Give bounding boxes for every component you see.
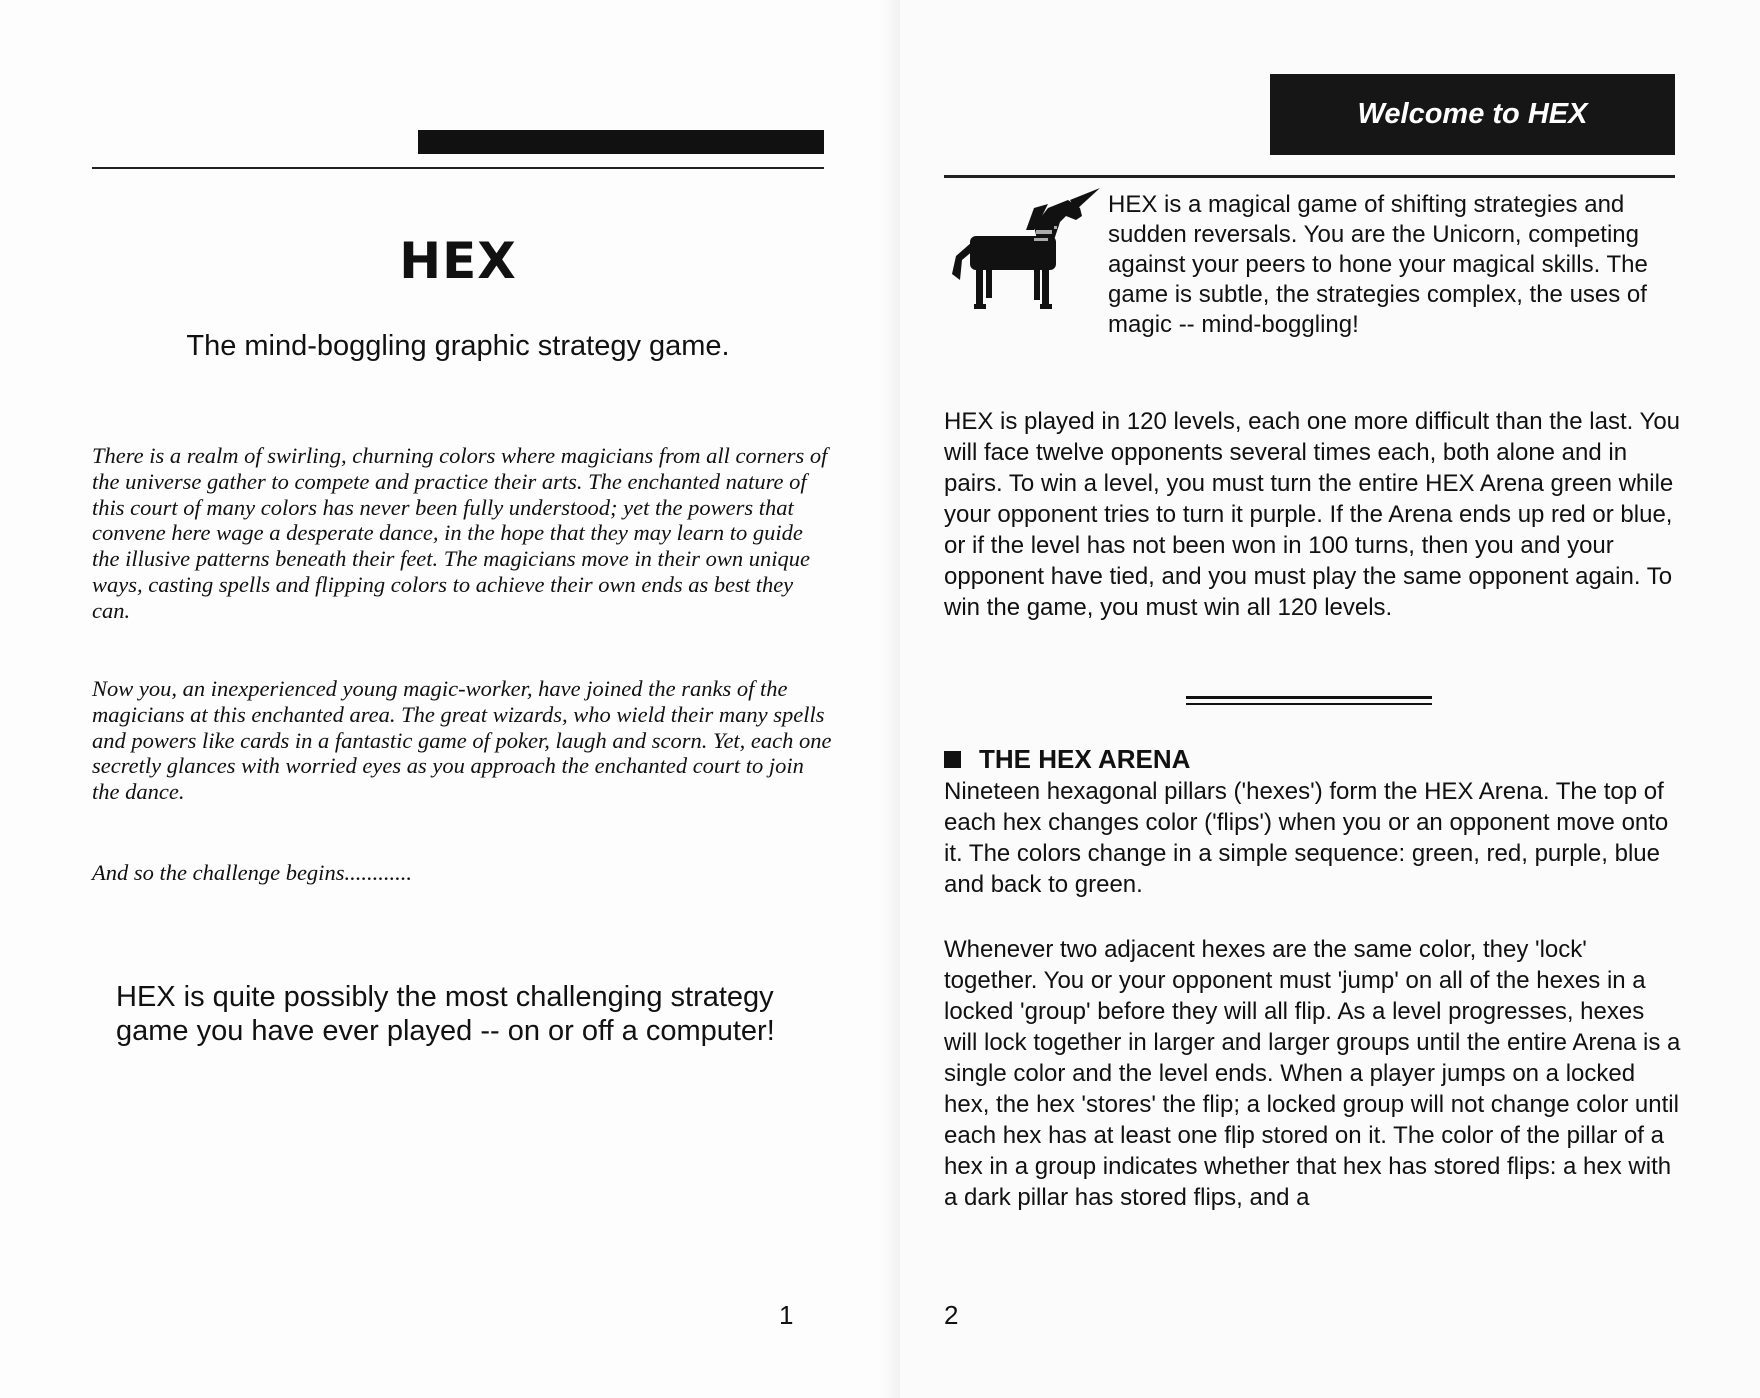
right-page — [900, 0, 1760, 1398]
lock-paragraph: Whenever two adjacent hexes are the same color, they 'lock' together. You or your opponent must 'jump' on all of the hexes in a locked 'group' before they will all flip. As a level progresses, hexes will lock together in larger and larger groups until the entire Arena is a single color and the level ends. When a player jumps on a locked hex, the hex 'stores' the flip; a locked group will not change color until each hex has at least one flip stored on it. The color of the pillar of a hex in a group indicates whether that hex has stored flips: a hex with a dark pillar has stored flips, and a — [944, 936, 1681, 1211]
game-title: HEX — [399, 232, 517, 290]
story-paragraph: There is a realm of swirling, churning colors where magicians from all corners of the universe gather to compete and practice their arts. The enchanted nature of this court of many colors has never been fully understood; yet the powers that convene here wage a desperate dance, in the hope that they may learn to guide the illusive patterns beneath their feet. The magicians move in their own unique ways, casting spells and flipping colors to achieve their own ends as best they can. — [92, 443, 828, 623]
section-header: Welcome to HEX — [1270, 74, 1675, 155]
game-subtitle: The mind-boggling graphic strategy game. — [186, 330, 730, 362]
levels-paragraph: HEX is played in 120 levels, each one more difficult than the last. You will face twelve opponents several times each, both alone and in pairs. To win a level, you must turn the entire HEX Arena green while your opponent tries to turn it purple. If the Arena ends up red or blue, or if the level has not been won in 100 turns, then you and your opponent have tied, and you must play the same opponent again. To win the game, you must win all 120 levels. — [944, 408, 1681, 621]
page-number: 1 — [779, 1300, 794, 1330]
intro-paragraph: HEX is a magical game of shifting strategies and sudden reversals. You are the Unicorn, competing against your peers to hone your magical skills. The game is subtle, the strategies complex, the uses of magic -- mind-boggling! — [1108, 191, 1648, 338]
double-divider — [1186, 696, 1432, 705]
unicorn-icon — [930, 186, 1100, 316]
story-paragraph: Now you, an inexperienced young magic-worker, have joined the ranks of the magicians at this enchanted area. The great wizards, who wield their many spells and powers like cards in a fantastic game of poker, laugh and scorn. Yet, each one secretly glances with worried eyes as you approach the enchanted court to join the dance. — [92, 676, 832, 805]
decorative-bar — [418, 130, 824, 154]
square-bullet-icon — [944, 751, 961, 768]
arena-paragraph: Nineteen hexagonal pillars ('hexes') form the HEX Arena. The top of each hex changes color ('flips') when you or an opponent move onto it. The colors change in a simple sequence: green, red, purple, blue and back to green. — [944, 778, 1669, 898]
divider — [944, 175, 1675, 178]
section-heading — [944, 744, 1190, 775]
divider — [92, 167, 824, 169]
story-paragraph: And so the challenge begins............ — [92, 860, 412, 885]
page-number: 2 — [944, 1300, 959, 1330]
closing-statement: HEX is quite possibly the most challenging strategy game you have ever played -- on or off a computer! — [116, 981, 775, 1047]
section-heading-label: THE HEX ARENA — [979, 744, 1191, 774]
